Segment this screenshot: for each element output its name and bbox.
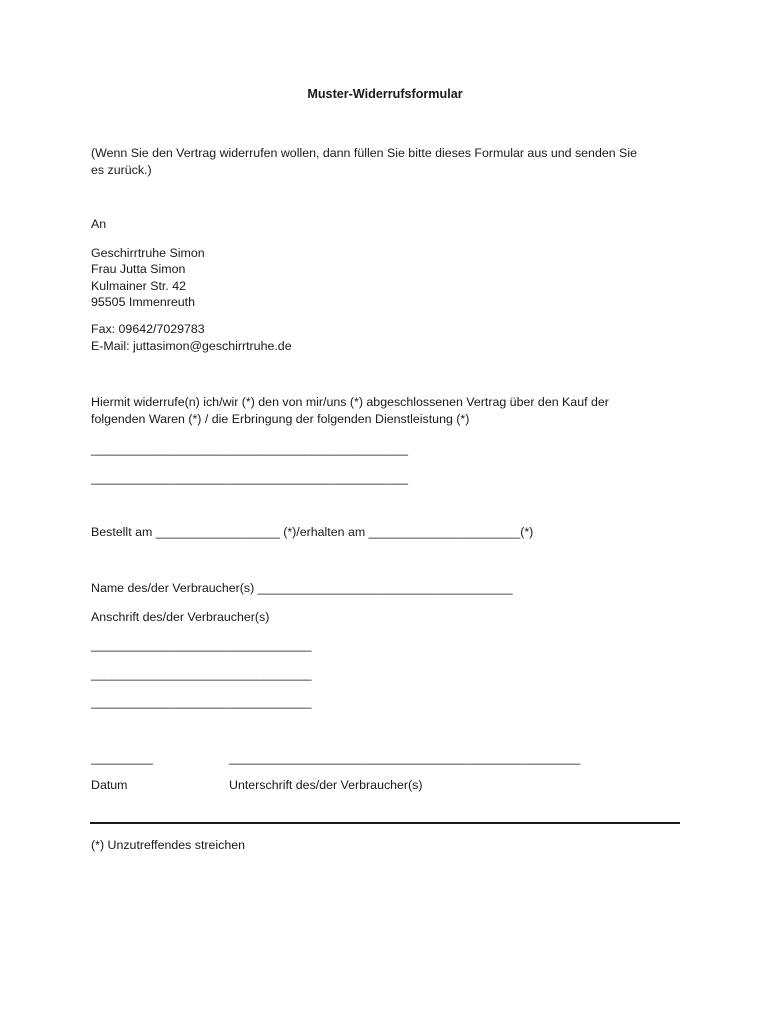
- recipient-label: An: [91, 217, 107, 231]
- recipient-company: Geschirrtruhe Simon: [91, 246, 205, 260]
- intro-line-2: es zurück.): [91, 162, 152, 177]
- footnote-divider: [90, 822, 680, 824]
- goods-blank-1: ______________________________________________: [91, 442, 408, 456]
- date-label: Datum: [91, 778, 128, 792]
- intro-line-1: (Wenn Sie den Vertrag widerrufen wollen, dann füllen Sie bitte dieses Formular aus und senden Sie: [91, 146, 637, 160]
- recipient-city: 95505 Immenreuth: [91, 294, 196, 309]
- intro-paragraph: [91, 145, 637, 178]
- declaration-paragraph: [91, 394, 609, 427]
- declaration-line-2: folgenden Waren (*) / die Erbringung der folgenden Dienstleistung (*): [91, 411, 470, 426]
- signature-blank: ___________________________________________________: [229, 751, 581, 765]
- date-blank: _________: [91, 751, 154, 765]
- recipient-name: Frau Jutta Simon: [91, 262, 186, 277]
- footnote: (*) Unzutreffendes streichen: [91, 838, 246, 852]
- declaration-line-1: Hiermit widerrufe(n) ich/wir (*) den von mir/uns (*) abgeschlossenen Vertrag über den Kauf der: [91, 395, 609, 409]
- order-dates-line: Bestellt am __________________ (*)/erhalten am ______________________(*): [91, 525, 534, 539]
- recipient-email: E-Mail: juttasimon@geschirrtruhe.de: [91, 338, 292, 353]
- consumer-address-blank-3: ________________________________: [91, 695, 312, 709]
- signature-label: Unterschrift des/der Verbraucher(s): [229, 778, 423, 792]
- consumer-address-blank-1: ________________________________: [91, 638, 312, 652]
- recipient-fax: Fax: 09642/7029783: [91, 322, 205, 336]
- consumer-address-blank-2: ________________________________: [91, 667, 312, 681]
- recipient-address: [91, 245, 205, 310]
- consumer-name-line: Name des/der Verbraucher(s) _____________________________________: [91, 581, 513, 595]
- recipient-street: Kulmainer Str. 42: [91, 278, 187, 293]
- consumer-address-label: Anschrift des/der Verbraucher(s): [91, 610, 270, 624]
- form-title: Muster-Widerrufsformular: [307, 87, 463, 101]
- goods-blank-2: ______________________________________________: [91, 471, 408, 485]
- recipient-contact: [91, 321, 292, 354]
